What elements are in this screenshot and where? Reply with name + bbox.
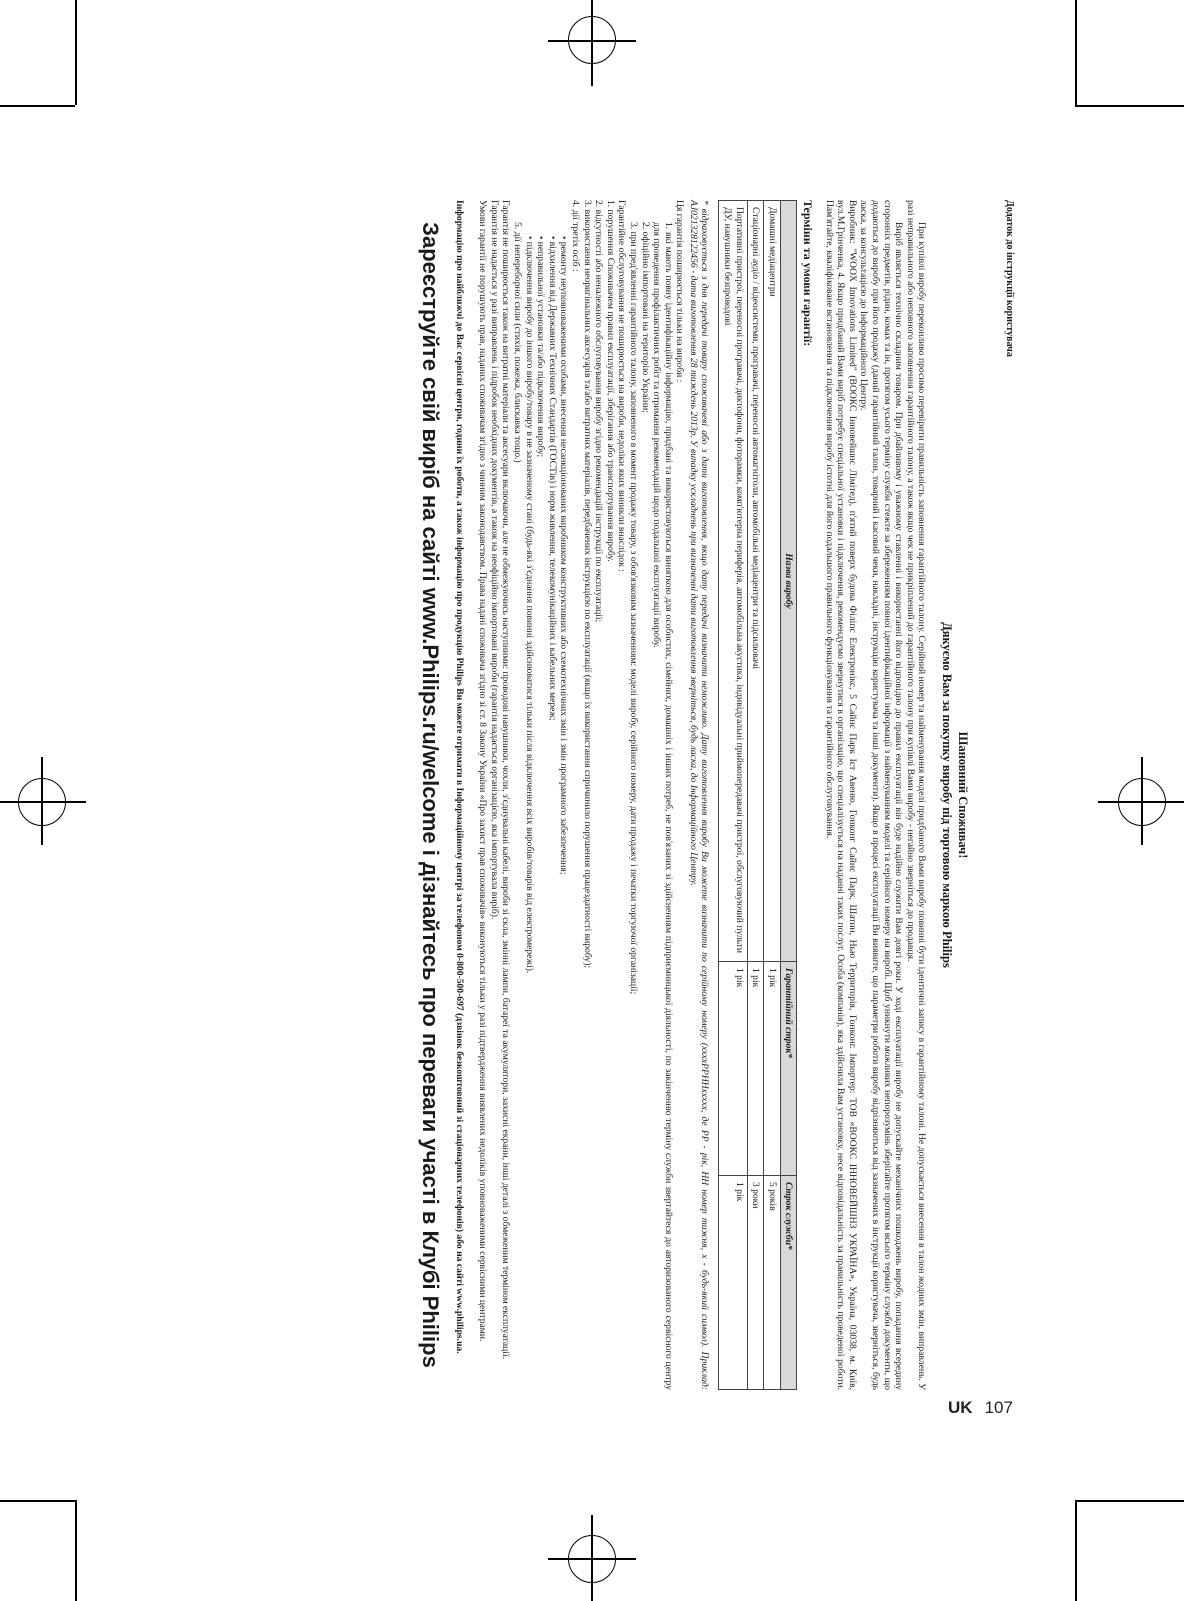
table-cell: Стаціонарні аудіо / відеосистеми, програвачі, переносні автомагнітоли, автомобільні медіацентри та підсилювачі	[747, 201, 764, 962]
condition-line: Гарантійне обслуговування не поширюється на вироби, недоліки яких виникли внаслідок :	[616, 200, 628, 572]
column-header: Назва виробу	[780, 201, 797, 962]
warranty-table	[719, 200, 798, 1390]
condition-line: Ця гарантія поширюється тільки на вироби :	[674, 200, 686, 383]
column-header: Строк служби*	[780, 1175, 797, 1389]
condition-line: 1. порушення Споживачем правил експлуатації, зберігання або транспортування виробу.	[604, 200, 616, 562]
condition-line: • ремонту неуповноваженими особами, внесення несанкціонованих виробником конструктивних або схемотехнічних змін і змін програмного забезпечення;	[558, 236, 570, 875]
condition-line: • відхилення від Державних Технічних Стандартів (ГОСТів) і норм живлення, телекомунікаційних і кабельних мереж;	[546, 236, 558, 721]
footnote: * відраховується з дня передачі товару споживачеві або з дати виготовлення, якщо дату передачі визначити неможливо. Дату виготовлення виробу Ви можете визначити по серійному номеру (xxxxPPHHxxxxx, де PP - рік, HH номер тижня, x - будь-який символ). Приклад: AJ021328122456 - дата виготовлення 28 тиждень 2013р. У випадку ускладнень при визначенні дати виготовлення зверніться, будь ласка, до Інформаційного Центру.	[687, 200, 711, 1390]
care-paragraph: Виріб являється технічно складним товаром. При дбайливому і уважному ставленні і використанні його відповідно до правил експлуатації він буде надійно служити Вам довгі роки. У ході експлуатації виробу не допускайте механічних пошкоджень виробу, попадання всередину сторонніх предметів, рідин, комах та ін, протягом усього терміну служби стежте за збереженням повної ідентифікаційної інформації з найменуванням моделі та серійного номеру на виробі. Щоб уникнути можливих непорозумінь зберігайте протягом всього терміну служби документи, що додаються до виробу при його продажу (даний гарантійний талон, товарний і касовий чеки, накладні, інструкцію користувача та інші документи). Якщо в процесі експлуатації Ви виявите, що параметри роботи виробу відрізняються від зазначених в інструкції користувача, зверніться, будь ласка, за консультацією до Інформаційного Центру.	[858, 200, 905, 1390]
document-body	[185, 200, 1015, 1390]
condition-line: • підключення виробу до іншого виробу/товару в не зазначеному стані (будь-які з'єднання повинні здійснюватися тільки після відключення всіх виробів/товарів від електромережі).	[523, 236, 535, 974]
condition-line: 3. використання неоригінальних аксесуарів та/або витратних матеріалів, передбачених інструкцією по експлуатації (якщо їх використання спричинило порушення працездатності виробу);	[581, 200, 593, 969]
condition-line: 3. при пред'явленні гарантійного талону, заповненого в момент продажу товару, з обов'язковим зазначенням: моделі виробу, серійного номеру, дати продажу і печатки торгуючої організації;	[627, 222, 639, 995]
terms-heading: Терміни та умови гарантії:	[801, 200, 816, 347]
table-cell: 3 роки	[747, 1175, 764, 1389]
intro-paragraph: При купівлі виробу переконливо просимо перевірити правильність заповнення гарантійного талону. Серійний номер та найменування моделі придбаного Вами виробу повинні бути ідентичні запису в гарантійному талоні. Не допускається внесення в талон жодних змін, виправлень. У разі неправильного або неповного заповнення гарантійного талону, а також якщо чек не прикріплений до гарантійного талону при купівлі Вами виробу - негайно зверніться до продавця.	[904, 200, 928, 1390]
table-cell: 1 рік	[719, 1175, 747, 1389]
crop-mark	[75, 1500, 77, 1601]
condition-line: 1. які мають повну ідентифікаційну інформацію, придбані та використовуються виняткою для особистих, сімейних, домашніх і інших потреб, не пов'язаних зі здійсненням підприємницької діяльності, по закінченню терміну служби звертайтеся до авторизованого сервісного центру для проведення профілактичних робіт та отримання рекомендацій щодо подальшої експлуатації виробу.	[651, 222, 674, 1390]
crop-mark	[1075, 0, 1077, 105]
manufacturer-paragraph: Виробник: "WOOX Innovations Limited" (ВООКС Інновейшнс Лімітед), п'ятий поверх будова Філіпс Електронікс, 5 Сайнс Парк Іст Авеню, Гонконг Сайнс Парк, Шатин, Нью Территорія, Гонконг. Імпортер: ТОВ «ВООКС ІННОВЕЙШНЗ УКРАЇНА», Україна, 03038, м. Київ, вул.М.Грінченка, 4. Якщо придбаний Вами виріб потребує спеціальної установки і підключення, рекомендуємо звернутися в організацію, що спеціалізується на наданні таких послуг. Особа (компанія), яка здійснила Вам установку, несе відповідальність за правильність проведеної роботи. Пам'ятайте, кваліфіковане встановлення та підключення виробу істотні для його подальшого правильного функціонування та гарантійного обслуговування.	[823, 200, 858, 1390]
table-row	[747, 201, 764, 1390]
crop-mark	[1075, 105, 1184, 107]
crop-mark	[1075, 1500, 1077, 1601]
register-banner: Зареєструйте свій виріб на сайті www.Philips.ru/welcome і дізнайтесь про переваги участі в Клубі Philips	[418, 222, 444, 1368]
appendix-title: Додаток до інструкції користувача	[1004, 200, 1015, 357]
table-cell: Портативні пристрої, переносні програвачі, диктофони, фоторамки, комп'ютерна периферія, автомобільна акустика, індивідуальні приймопередавачі пристрої, обслуговуючий пульти ДУ, навушники безпроводові	[719, 201, 747, 962]
crop-mark	[0, 105, 75, 107]
page-number	[948, 1398, 1013, 1418]
language-code: UK	[948, 1398, 973, 1417]
condition-line: • неправильної установки та/або підключення виробу;	[535, 236, 547, 458]
page-number-value: 107	[984, 1398, 1013, 1417]
crop-mark	[75, 0, 77, 105]
table-cell: 1 рік	[747, 961, 764, 1175]
condition-line: 5. дії непереборної сили (стихія, пожежа, блискавка тощо.)	[512, 222, 523, 463]
table-row	[719, 201, 747, 1390]
condition-line: 2. офіційно імпортовані на територію України;	[639, 222, 651, 413]
dear-customer-heading: Шановний Споживач!	[956, 731, 971, 859]
condition-line: 2. відсутності або неналежного обслуговування виробу згідно рекомендацій інструкції по експлуатації;	[593, 200, 605, 623]
info-center-line: Інформацію про найближчі до Вас сервісні центри, години їх роботи, а також інформацію про продукцію Philips Ви можете отримати в Інформаційному центрі за телефоном 0-800-500-697 (дзвінок безкоштовний зі стаціонарних телефонів) або на сайті www.philips.ua.	[453, 200, 465, 1354]
crop-mark	[1075, 1500, 1184, 1502]
table-cell: 5 років	[764, 1175, 781, 1389]
table-cell: Домашні медіацентри	[764, 201, 781, 962]
crop-mark	[0, 1500, 75, 1502]
thanks-heading: Дякуємо Вам за покупку виробу під торговою маркою Philips	[940, 622, 955, 968]
condition-line: Гарантія не поширюється також на витратні матеріали та аксесуари включаючи, але не обмежуючись наступними: проводові навушники, чохли, з'єднувальні кабелі, вироби зі скла, змінні лампи, батареї та акумулятори, захисні екрани, інші деталі з обмеженим терміном експлуатації.	[500, 200, 512, 1360]
condition-line: Гарантія не надається у разі виправлень і підробок необхідних документів, а також на неофіційно імпортовані вироби (гарантія надається організацією, яка імпортувала виріб).	[488, 200, 500, 920]
table-row	[764, 201, 781, 1390]
table-cell: 1 рік	[764, 961, 781, 1175]
condition-line: 4. дії третіх осіб :	[569, 200, 581, 272]
table-cell: 1 рік	[719, 961, 747, 1175]
column-header: Гарантійний строк*	[780, 961, 797, 1175]
condition-line: Умови гарантії не порушують прав, наданих споживачам згідно з чинним законодавством. Права надані споживача згідно зі ст. 8 Закону України «Про захист прав споживачів» виконуються тільки у разі підтвердження виявлених недоліків уповноваженими сервісними центрами.	[477, 200, 489, 1342]
